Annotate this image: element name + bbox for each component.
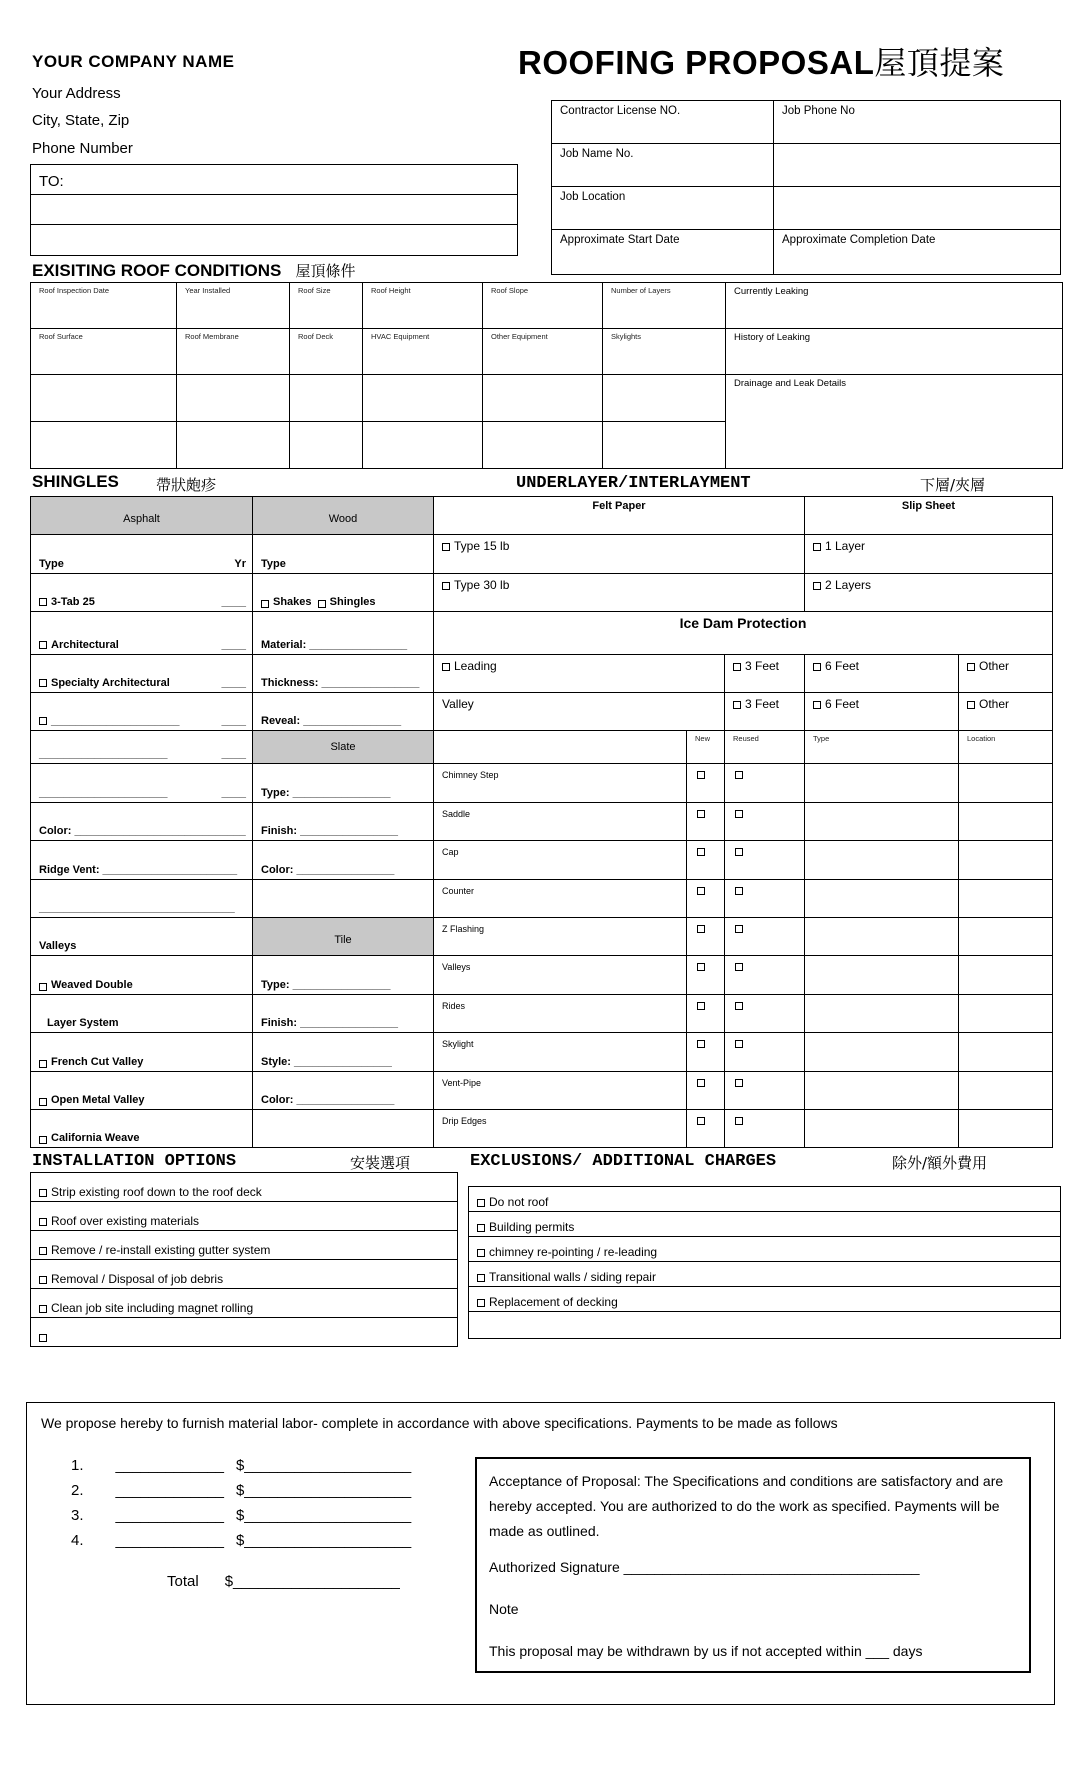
checkbox[interactable]	[813, 543, 821, 551]
flashing-location-field[interactable]	[959, 841, 1053, 880]
checkbox[interactable]	[261, 600, 269, 608]
valley-3-feet[interactable]: 3 Feet	[725, 693, 805, 731]
tile-style-field[interactable]: Style: ________________	[253, 1033, 434, 1072]
to-label: TO:	[39, 173, 64, 190]
checkbox[interactable]	[735, 1040, 743, 1048]
page-title-en: ROOFING PROPOSAL	[518, 44, 875, 81]
flashing-row: Skylight	[434, 1033, 1053, 1072]
flashing-type-field[interactable]	[805, 1110, 959, 1148]
checkbox[interactable]	[735, 925, 743, 933]
checkbox[interactable]	[39, 983, 47, 991]
flashing-type-field[interactable]	[805, 764, 959, 803]
flashing-type-field[interactable]	[805, 803, 959, 841]
to-line-3[interactable]	[31, 225, 517, 255]
flashing-location-field[interactable]	[959, 995, 1053, 1033]
two-layers-option[interactable]: 2 Layers	[805, 574, 1053, 612]
hvac-equipment-cell[interactable]: HVAC Equipment	[363, 329, 483, 375]
existing-blank-cell[interactable]	[603, 375, 726, 422]
exclusions-section-title: EXCLUSIONS/ ADDITIONAL CHARGES	[470, 1152, 777, 1171]
roof-deck-cell[interactable]: Roof Deck	[290, 329, 363, 375]
acceptance-text: Acceptance of Proposal: The Specifications and conditions are satisfactory and are hereby accepted. You are authorized to do the work as specified. Payments will be made as outlined.	[489, 1473, 1004, 1539]
proposal-terms-box	[26, 1402, 1055, 1705]
asphalt-blank-row[interactable]: _____________________ ____	[31, 764, 253, 803]
exclusion-item[interactable]: Replacement of decking	[469, 1287, 1060, 1312]
french-cut-valley-option[interactable]: French Cut Valley	[31, 1033, 253, 1072]
company-address: Your Address	[32, 85, 121, 102]
checkbox[interactable]	[967, 701, 975, 709]
start-date-cell[interactable]: Approximate Start Date	[552, 230, 774, 275]
roof-height-cell[interactable]: Roof Height	[363, 283, 483, 329]
wood-reveal-field[interactable]: Reveal: ________________	[253, 693, 434, 731]
contractor-license-cell[interactable]: Contractor License NO.	[552, 101, 774, 144]
exclusion-item[interactable]: Building permits	[469, 1212, 1060, 1237]
existing-blank-cell[interactable]	[177, 422, 290, 469]
checkbox[interactable]	[39, 1136, 47, 1144]
number-of-layers-cell[interactable]: Number of Layers	[603, 283, 726, 329]
flashing-location-field[interactable]	[959, 1110, 1053, 1148]
checkbox[interactable]	[442, 663, 450, 671]
weaved-double-option[interactable]: Weaved Double	[31, 956, 253, 995]
company-name: YOUR COMPANY NAME	[32, 52, 235, 71]
existing-blank-cell[interactable]	[290, 375, 363, 422]
payment-line-3[interactable]: 3. _____________ $____________________	[71, 1507, 412, 1524]
flashing-location-field[interactable]	[959, 880, 1053, 918]
tile-blank-row[interactable]	[253, 1110, 434, 1148]
roof-size-cell[interactable]: Roof Size	[290, 283, 363, 329]
ridge-vent-field[interactable]: Ridge Vent: ______________________	[31, 841, 253, 880]
checkbox[interactable]	[697, 1002, 705, 1010]
wood-header: Wood	[253, 497, 434, 535]
company-phone: Phone Number	[32, 140, 133, 157]
tile-finish-field[interactable]: Finish: ________________	[253, 995, 434, 1033]
page-title	[518, 38, 1004, 84]
job-name-value[interactable]	[774, 144, 1061, 187]
roof-surface-cell[interactable]: Roof Surface	[31, 329, 177, 375]
flashing-type-field[interactable]	[805, 880, 959, 918]
flashing-row: Saddle	[434, 803, 1053, 841]
slip-sheet-header: Slip Sheet	[805, 497, 1053, 535]
tile-type-field[interactable]: Type: ________________	[253, 956, 434, 995]
flashing-row: Counter	[434, 880, 1053, 918]
checkbox[interactable]	[697, 925, 705, 933]
existing-blank-cell[interactable]	[483, 422, 603, 469]
wood-type-row: Type	[253, 535, 434, 574]
asphalt-blank-row[interactable]: ________________________________	[31, 880, 253, 918]
checkbox[interactable]	[39, 1189, 47, 1197]
wood-material-field[interactable]: Material: ________________	[253, 612, 434, 655]
other-equipment-cell[interactable]: Other Equipment	[483, 329, 603, 375]
installation-option[interactable]: Removal / Disposal of job debris	[31, 1260, 457, 1289]
checkbox[interactable]	[318, 600, 326, 608]
exclusion-blank-item[interactable]	[469, 1312, 1060, 1337]
checkbox[interactable]	[735, 1002, 743, 1010]
asphalt-color-field[interactable]: Color: ____________________________	[31, 803, 253, 841]
checkbox[interactable]	[39, 1098, 47, 1106]
flashing-type-field[interactable]	[805, 1033, 959, 1072]
checkbox[interactable]	[697, 848, 705, 856]
to-line-2[interactable]	[31, 195, 517, 225]
checkbox[interactable]	[735, 1079, 743, 1087]
underlayer-title-cjk: 下層/夾層	[920, 476, 986, 494]
asphalt-header: Asphalt	[31, 497, 253, 535]
existing-blank-cell[interactable]	[290, 422, 363, 469]
checkbox[interactable]	[733, 701, 741, 709]
location-column-header: Location	[959, 731, 1053, 764]
checkbox[interactable]	[697, 1040, 705, 1048]
flashing-location-field[interactable]	[959, 956, 1053, 995]
existing-blank-cell[interactable]	[177, 375, 290, 422]
flashing-location-field[interactable]	[959, 1072, 1053, 1110]
existing-blank-cell[interactable]	[31, 422, 177, 469]
shingles-title-cjk: 帶狀皰疹	[156, 476, 217, 494]
exclusion-item[interactable]: Transitional walls / siding repair	[469, 1262, 1060, 1287]
slate-type-field[interactable]: Type: ________________	[253, 764, 434, 803]
underlayer-section-title: UNDERLAYER/INTERLAYMENT	[516, 474, 751, 493]
type-30-option[interactable]: Type 30 lb	[434, 574, 805, 612]
checkbox[interactable]	[967, 663, 975, 671]
flashing-row: Drip Edges	[434, 1110, 1053, 1148]
existing-section-title: EXISITING ROOF CONDITIONS 屋頂條件	[32, 261, 356, 280]
installation-section-title: INSTALLATION OPTIONS	[32, 1152, 237, 1171]
checkbox[interactable]	[735, 963, 743, 971]
page-title-cjk: 屋頂提案	[874, 44, 1005, 82]
flashing-row: Vent-Pipe	[434, 1072, 1053, 1110]
job-info-table	[551, 100, 1061, 275]
architectural-option[interactable]: Architectural ____	[31, 612, 253, 655]
asphalt-type-row: Type Yr	[31, 535, 253, 574]
roof-inspection-date-cell[interactable]: Roof Inspection Date	[31, 283, 177, 329]
payment-line-4[interactable]: 4. _____________ $____________________	[71, 1532, 412, 1549]
existing-conditions-table	[30, 282, 1063, 469]
checkbox[interactable]	[39, 1218, 47, 1226]
installation-option[interactable]	[31, 1318, 457, 1347]
type-15-option[interactable]: Type 15 lb	[434, 535, 805, 574]
to-field[interactable]	[31, 165, 517, 195]
layer-system-row: Layer System	[31, 995, 253, 1033]
withdraw-notice: This proposal may be withdrawn by us if not accepted within ___ days	[489, 1643, 923, 1659]
one-layer-option[interactable]: 1 Layer	[805, 535, 1053, 574]
valley-option[interactable]: Valley	[434, 693, 725, 731]
leading-6-feet[interactable]: 6 Feet	[805, 655, 959, 693]
wood-thickness-field[interactable]: Thickness: ________________	[253, 655, 434, 693]
checkbox[interactable]	[477, 1199, 485, 1207]
checkbox[interactable]	[735, 848, 743, 856]
checkbox[interactable]	[477, 1299, 485, 1307]
checkbox[interactable]	[39, 1334, 47, 1342]
exclusion-item[interactable]: Do not roof	[469, 1187, 1060, 1212]
checkbox[interactable]	[813, 663, 821, 671]
existing-blank-cell[interactable]	[483, 375, 603, 422]
existing-blank-cell[interactable]	[31, 375, 177, 422]
flashing-row: Rides	[434, 995, 1053, 1033]
checkbox[interactable]	[735, 771, 743, 779]
flashing-location-field[interactable]	[959, 918, 1053, 956]
checkbox[interactable]	[39, 717, 47, 725]
flashing-type-field[interactable]	[805, 995, 959, 1033]
checkbox[interactable]	[39, 1247, 47, 1255]
exclusions-title-cjk: 除外/額外費用	[892, 1154, 988, 1172]
flashing-row: Chimney Step	[434, 764, 1053, 803]
flashing-type-field[interactable]	[805, 956, 959, 995]
note-label: Note	[489, 1601, 519, 1617]
checkbox[interactable]	[442, 582, 450, 590]
flashing-type-field[interactable]	[805, 918, 959, 956]
new-column-header: New	[687, 731, 725, 764]
checkbox[interactable]	[477, 1274, 485, 1282]
checkbox[interactable]	[697, 810, 705, 818]
to-address-box	[30, 164, 518, 256]
skylights-cell[interactable]: Skylights	[603, 329, 726, 375]
slate-finish-field[interactable]: Finish: ________________	[253, 803, 434, 841]
felt-paper-header: Felt Paper	[434, 497, 805, 535]
flashing-row: Valleys	[434, 956, 1053, 995]
checkbox[interactable]	[39, 1276, 47, 1284]
authorized-signature[interactable]: Authorized Signature ______________________________________	[489, 1559, 920, 1575]
valley-6-feet[interactable]: 6 Feet	[805, 693, 959, 731]
checkbox[interactable]	[697, 887, 705, 895]
installation-option[interactable]: Strip existing roof down to the roof deck	[31, 1173, 457, 1202]
type-column-header: Type	[805, 731, 959, 764]
checkbox[interactable]	[813, 701, 821, 709]
checkbox[interactable]	[697, 771, 705, 779]
exclusions-list	[468, 1186, 1061, 1339]
checkbox[interactable]	[813, 582, 821, 590]
checkbox[interactable]	[697, 1117, 705, 1125]
three-tab-option[interactable]: 3-Tab 25 ____	[31, 574, 253, 612]
installation-option[interactable]: Remove / re-install existing gutter system	[31, 1231, 457, 1260]
installation-options-list	[30, 1172, 458, 1347]
reused-column-header: Reused	[725, 731, 805, 764]
checkbox[interactable]	[477, 1224, 485, 1232]
currently-leaking-cell[interactable]: Currently Leaking	[726, 283, 1063, 329]
payment-line-2[interactable]: 2. _____________ $____________________	[71, 1482, 412, 1499]
drainage-details-cell[interactable]: Drainage and Leak Details	[726, 375, 1063, 469]
leading-other[interactable]: Other	[959, 655, 1053, 693]
existing-blank-cell[interactable]	[603, 422, 726, 469]
roof-slope-cell[interactable]: Roof Slope	[483, 283, 603, 329]
flashing-location-field[interactable]	[959, 803, 1053, 841]
flashing-type-field[interactable]	[805, 841, 959, 880]
leading-option[interactable]: Leading	[434, 655, 725, 693]
leading-3-feet[interactable]: 3 Feet	[725, 655, 805, 693]
checkbox[interactable]	[39, 1060, 47, 1068]
flashing-row: Z Flashing	[434, 918, 1053, 956]
job-name-cell[interactable]: Job Name No.	[552, 144, 774, 187]
payment-intro: We propose hereby to furnish material labor- complete in accordance with above specifications. Payments to be made as follows	[41, 1415, 838, 1431]
slate-header: Slate	[253, 731, 434, 764]
ice-dam-header: Ice Dam Protection	[434, 612, 1053, 655]
job-location-value[interactable]	[774, 187, 1061, 230]
tile-color-field[interactable]: Color: ________________	[253, 1072, 434, 1110]
checkbox[interactable]	[733, 663, 741, 671]
valleys-label-row: Valleys	[31, 918, 253, 956]
exclusion-item[interactable]: chimney re-pointing / re-leading	[469, 1237, 1060, 1262]
acceptance-box	[475, 1457, 1031, 1673]
flashing-header-blank	[434, 731, 687, 764]
history-of-leaking-cell[interactable]: History of Leaking	[726, 329, 1063, 375]
checkbox[interactable]	[735, 810, 743, 818]
completion-date-cell[interactable]: Approximate Completion Date	[774, 230, 1061, 275]
shingles-table	[30, 496, 434, 1148]
tile-header: Tile	[253, 918, 434, 956]
payment-line-1[interactable]: 1. _____________ $____________________	[71, 1457, 412, 1474]
flashing-row: Cap	[434, 841, 1053, 880]
installation-option[interactable]: Roof over existing materials	[31, 1202, 457, 1231]
flashing-type-field[interactable]	[805, 1072, 959, 1110]
flashing-location-field[interactable]	[959, 764, 1053, 803]
slate-blank-row[interactable]	[253, 880, 434, 918]
installation-title-cjk: 安裝選項	[350, 1154, 411, 1172]
specialty-architectural-option[interactable]: Specialty Architectural ____	[31, 655, 253, 693]
installation-option[interactable]: Clean job site including magnet rolling	[31, 1289, 457, 1318]
shingles-section-title: SHINGLES	[32, 472, 119, 491]
checkbox[interactable]	[39, 679, 47, 687]
checkbox[interactable]	[39, 1305, 47, 1313]
slate-color-field[interactable]: Color: ________________	[253, 841, 434, 880]
job-phone-cell[interactable]: Job Phone No	[774, 101, 1061, 144]
checkbox[interactable]	[697, 1079, 705, 1087]
open-metal-valley-option[interactable]: Open Metal Valley	[31, 1072, 253, 1110]
checkbox[interactable]	[477, 1249, 485, 1257]
existing-blank-cell[interactable]	[363, 422, 483, 469]
company-city: City, State, Zip	[32, 112, 130, 129]
flashing-location-field[interactable]	[959, 1033, 1053, 1072]
checkbox[interactable]	[39, 598, 47, 606]
shakes-shingles-option[interactable]: Shakes Shingles	[253, 574, 434, 612]
checkbox[interactable]	[735, 887, 743, 895]
roof-membrane-cell[interactable]: Roof Membrane	[177, 329, 290, 375]
year-installed-cell[interactable]: Year Installed	[177, 283, 290, 329]
california-weave-option[interactable]: California Weave	[31, 1110, 253, 1148]
checkbox[interactable]	[697, 963, 705, 971]
job-location-cell[interactable]: Job Location	[552, 187, 774, 230]
checkbox[interactable]	[735, 1117, 743, 1125]
checkbox[interactable]	[39, 641, 47, 649]
underlayer-table	[433, 496, 1053, 1148]
checkbox[interactable]	[442, 543, 450, 551]
asphalt-other-option[interactable]: _____________________ ____	[31, 693, 253, 731]
existing-blank-cell[interactable]	[363, 375, 483, 422]
valley-other[interactable]: Other	[959, 693, 1053, 731]
asphalt-blank-row[interactable]: _____________________ ____	[31, 731, 253, 764]
payment-total[interactable]: Total $____________________	[167, 1573, 400, 1590]
